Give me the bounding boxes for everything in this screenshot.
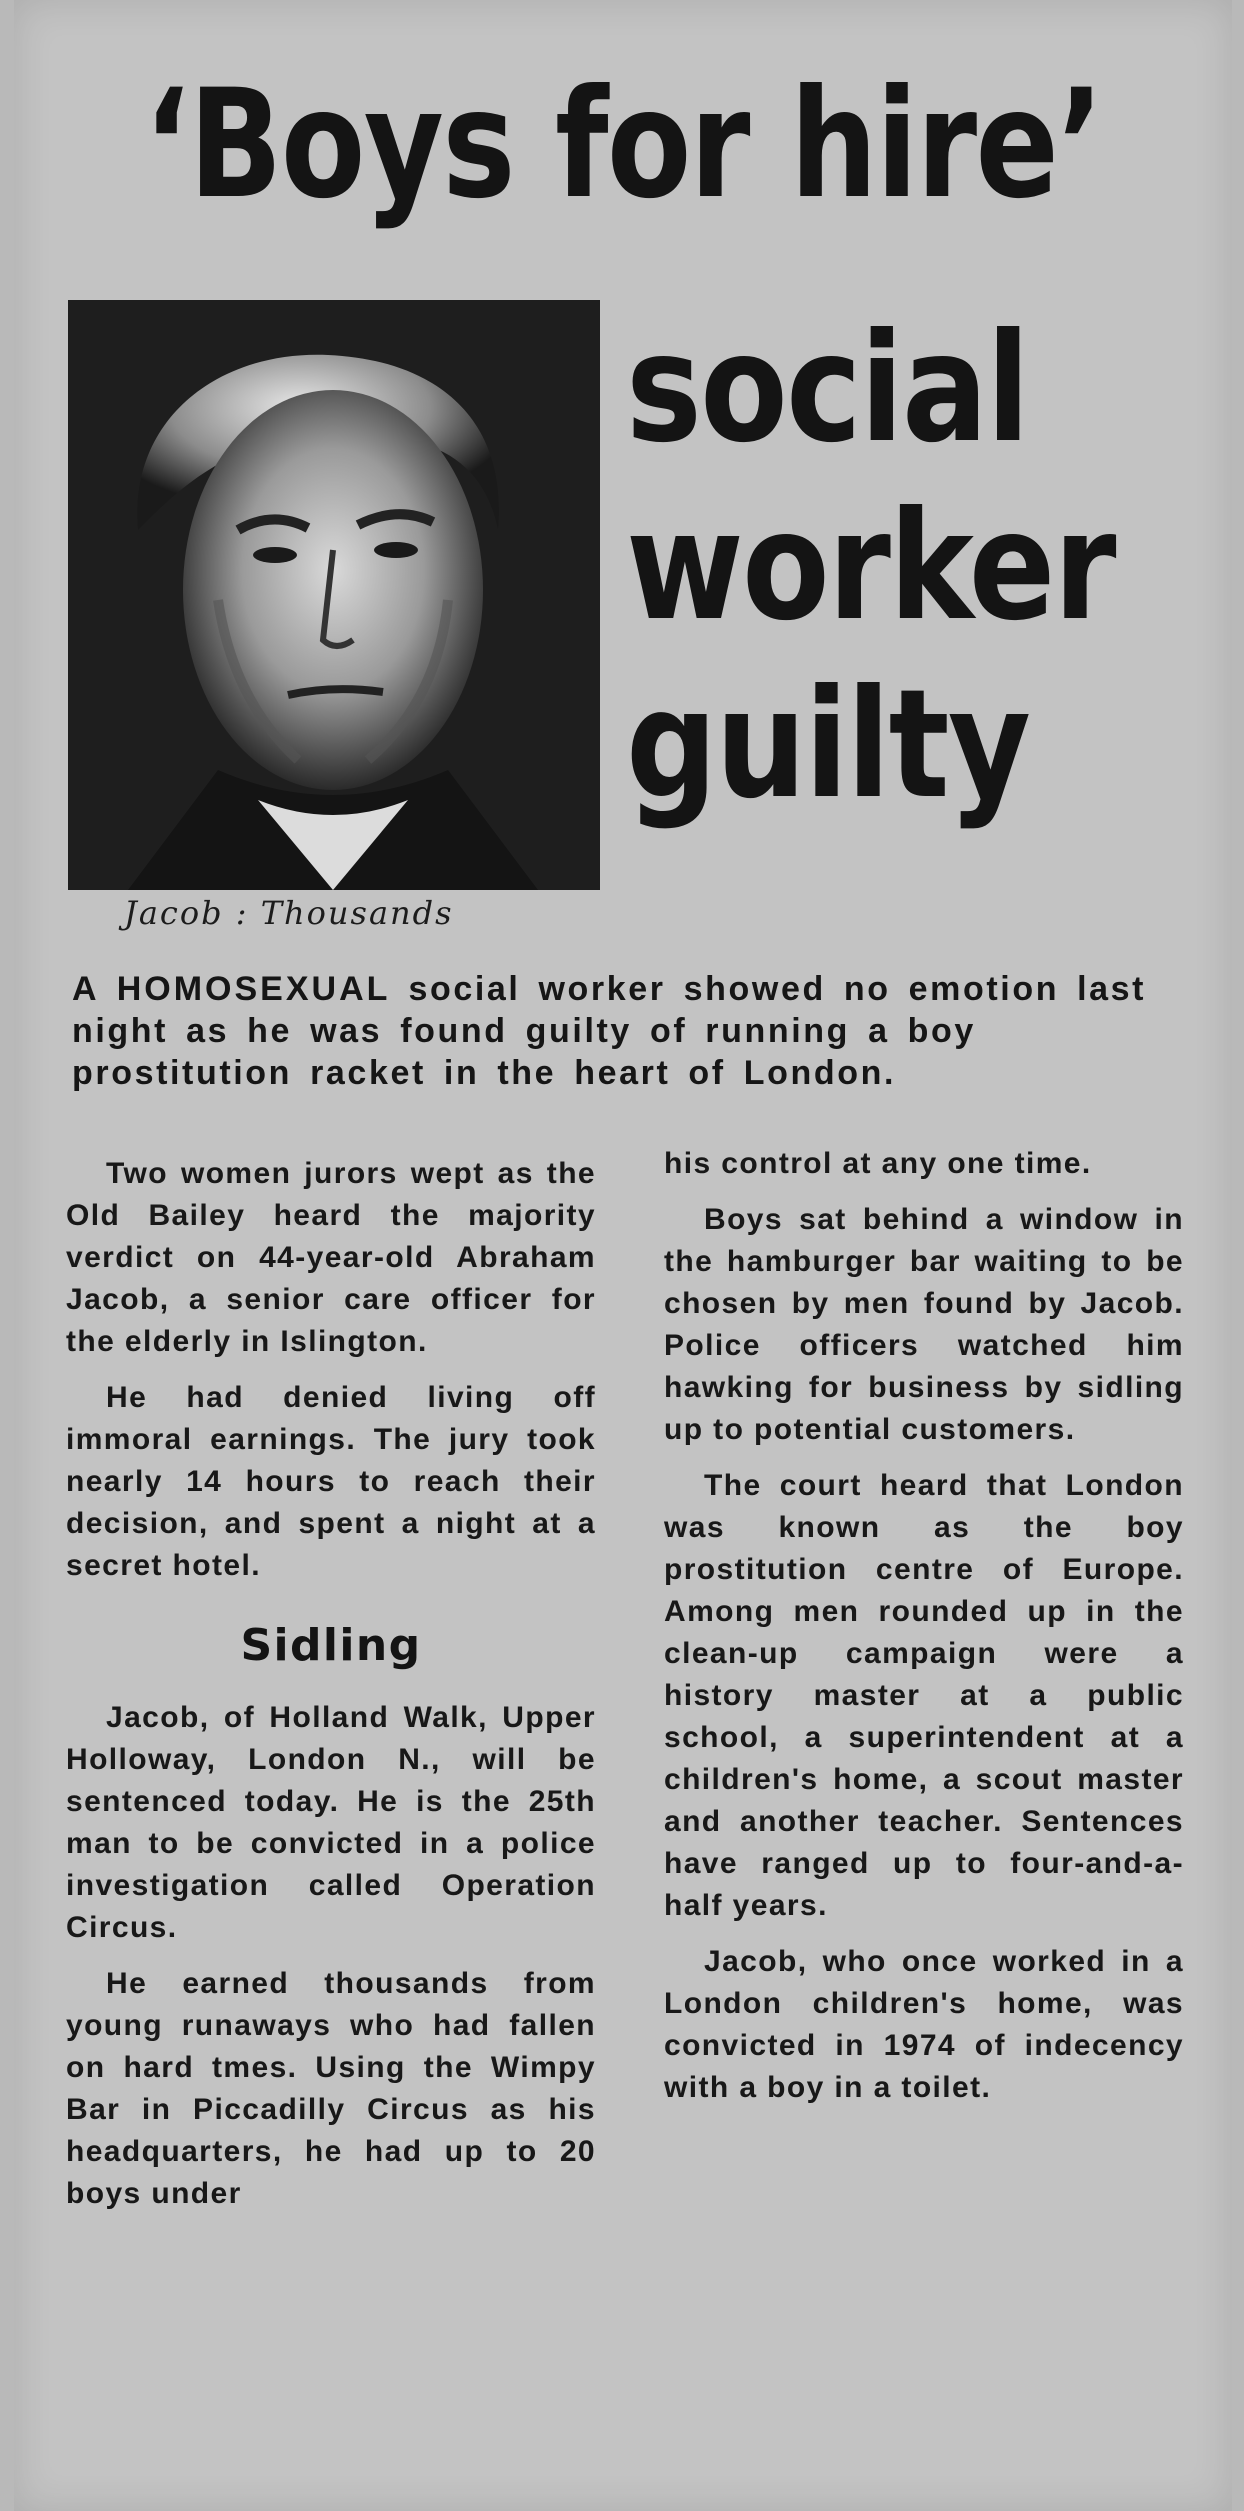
intro-text: social worker showed no emotion last night as he was found guilty of running a boy prostitution racket in the heart of London. <box>72 970 1147 1092</box>
left-paragraph-2: He had denied living off immoral earnings. The jury took nearly 14 hours to reach their decision, and spent a night at a secret hotel. <box>66 1381 596 1582</box>
headline-side <box>626 300 1136 834</box>
headline-side-line1: social <box>626 302 1029 476</box>
intro-paragraph <box>72 968 1182 1094</box>
right-paragraph-0: his control at any one time. <box>664 1147 1092 1180</box>
newspaper-clipping <box>14 0 1232 2511</box>
headline-side-line2: worker <box>626 480 1115 654</box>
right-paragraph-1: Boys sat behind a window in the hamburger bar waiting to be chosen by men found by Jacob. Police officers watched him hawking for business by sidling up to potential customers. <box>664 1203 1184 1446</box>
photo-caption: Jacob : Thousands <box>124 894 454 932</box>
right-column <box>664 1143 1184 2123</box>
right-paragraph-3: Jacob, who once worked in a London children's home, was convicted in 1974 of indecency with a boy in a toilet. <box>664 1945 1184 2104</box>
right-paragraph-2: The court heard that London was known as the boy prostitution centre of Europe. Among men rounded up in the clean-up campaign were a history master at a public school, a superintendent at a children's home, a scout master and another teacher. Sentences have ranged up to four-and-a-half years. <box>664 1469 1184 1922</box>
left-paragraph-4: He earned thousands from young runaways who had fallen on hard tmes. Using the Wimpy Bar in Piccadilly Circus as his headquarters, he had up to 20 boys under <box>66 1967 596 2210</box>
portrait-photo <box>68 300 600 890</box>
headline-top: ‘Boys for hire’ <box>143 58 1103 232</box>
left-column <box>66 1153 596 2229</box>
left-paragraph-1: Two women jurors wept as the Old Bailey heard the majority verdict on 44-year-old Abraham Jacob, a senior care officer for the elderly in Islington. <box>66 1157 596 1358</box>
intro-lead: A HOMOSEXUAL <box>72 970 391 1008</box>
left-paragraph-3: Jacob, of Holland Walk, Upper Holloway, London N., will be sentenced today. He is the 25th man to be convicted in a police investigation called Operation Circus. <box>66 1701 596 1944</box>
subhead: Sidling <box>240 1620 422 1671</box>
headline-side-line3: guilty <box>626 658 1030 832</box>
